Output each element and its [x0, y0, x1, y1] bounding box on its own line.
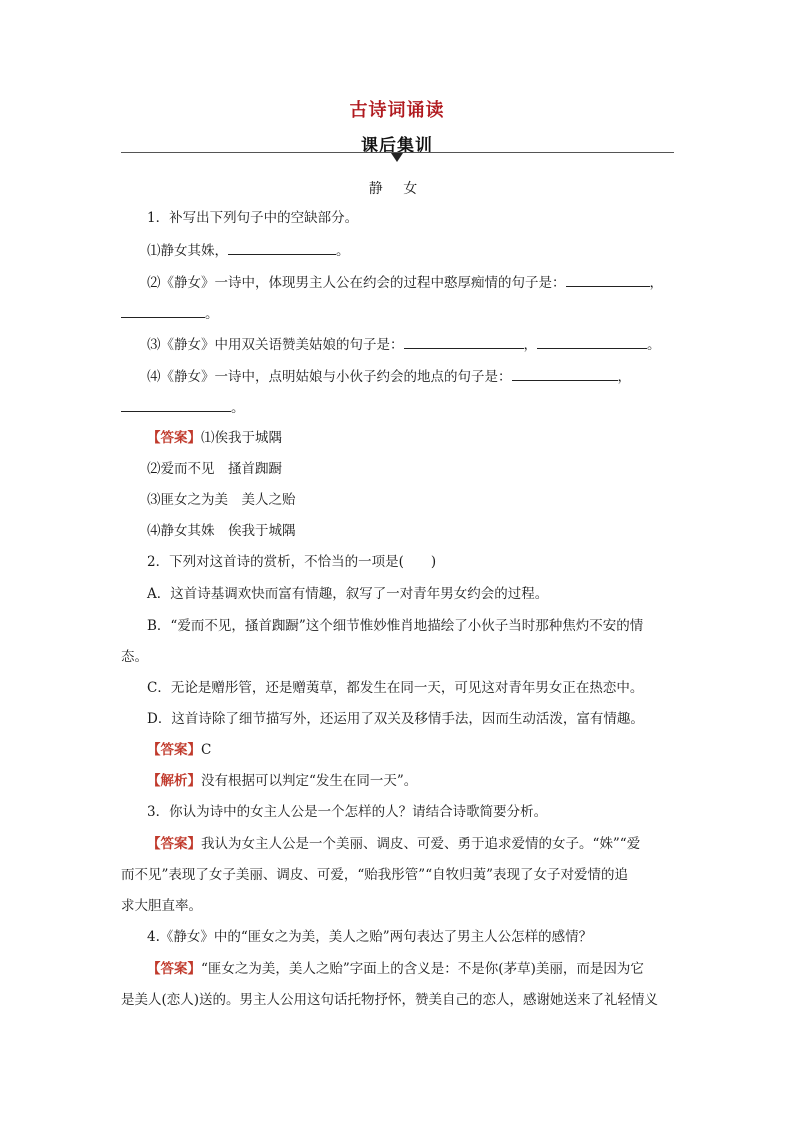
q1-sub4-cont: [121, 397, 681, 418]
q1-sub4-text: ⑷《静女》一诗中，点明姑娘与小伙子约会的地点的句子是：: [147, 369, 512, 385]
page-subtitle: 课后集训: [361, 136, 433, 156]
q3-answer-line2: 而不见”表现了女子美丽、调皮、可爱，“贻我彤管”“自牧归荑”表现了女子对爱情的追: [121, 867, 629, 883]
answer-blank[interactable]: [537, 334, 647, 349]
q4-answer: [147, 959, 681, 979]
q2-option-b-cont: 态。: [121, 649, 148, 665]
q1-sub3-end: 。: [647, 337, 661, 353]
q1-sub1: [147, 240, 681, 261]
q1-answer-2: ⑵爱而不见 搔首踟蹰: [147, 461, 282, 477]
q1-answer-4: ⑷静女其姝 俟我于城隅: [147, 523, 296, 539]
analysis-tag: 【解析】: [147, 773, 201, 789]
q1-answer: [147, 428, 681, 448]
answer-tag: 【答案】: [147, 836, 201, 852]
q1-sub4-end: 。: [231, 400, 245, 416]
answer-blank[interactable]: [512, 366, 618, 381]
q1-answer-1: ⑴俟我于城隅: [201, 430, 282, 446]
q2-option-d: D．这首诗除了细节描写外，还运用了双关及移情手法，因而生动活泼，富有情趣。: [147, 711, 644, 727]
section-title: 静 女: [368, 181, 426, 197]
answer-blank[interactable]: [404, 334, 524, 349]
q3-answer: [147, 834, 681, 854]
q2-analysis-text: 没有根据可以判定“发生在同一天”。: [201, 773, 418, 789]
answer-tag: 【答案】: [147, 961, 201, 977]
triangle-down-icon: [391, 153, 403, 162]
q3-stem: 3．你认为诗中的女主人公是一个怎样的人？请结合诗歌简要分析。: [147, 804, 548, 820]
q4-stem: 4.《静女》中的“匪女之为美，美人之贻”两句表达了男主人公怎样的感情？: [147, 929, 593, 945]
q4-answer-line2: 是美人(恋人)送的。男主人公用这句话托物抒怀，赞美自己的恋人，感谢她送来了礼轻情义: [121, 992, 659, 1008]
q1-sub2-comma: ，: [649, 275, 663, 291]
q1-sub2-text: ⑵《静女》一诗中，体现男主人公在约会的过程中憨厚痴情的句子是：: [147, 275, 566, 291]
q1-sub3-comma: ，: [523, 337, 537, 353]
answer-tag: 【答案】: [147, 430, 201, 446]
answer-blank[interactable]: [566, 272, 650, 287]
q2-option-b: B．“爱而不见，搔首踟蹰”这个细节惟妙惟肖地描绘了小伙子当时那种焦灼不安的情: [147, 618, 644, 634]
q2-option-c: C．无论是赠彤管，还是赠荑草，都发生在同一天，可见这对青年男女正在热恋中。: [147, 680, 644, 696]
answer-blank[interactable]: [121, 397, 231, 412]
q1-sub3: [147, 334, 681, 355]
answer-blank[interactable]: [228, 240, 336, 255]
q1-sub3-text: ⑶《静女》中用双关语赞美姑娘的句子是：: [147, 337, 404, 353]
q1-sub2: [147, 272, 681, 293]
q2-analysis: [147, 771, 681, 791]
answer-blank[interactable]: [121, 303, 205, 318]
page-title: 古诗词诵读: [349, 100, 445, 121]
q2-answer: [147, 740, 681, 760]
q2-stem: 2．下列对这首诗的赏析，不恰当的一项是( ): [147, 554, 437, 570]
q1-sub2-end: 。: [205, 306, 219, 322]
q1-sub4-comma: ，: [617, 369, 631, 385]
q2-answer-value: C: [201, 742, 212, 758]
q2-option-a: A．这首诗基调欢快而富有情趣，叙写了一对青年男女约会的过程。: [147, 586, 549, 602]
q1-sub1-text: ⑴静女其姝，: [147, 243, 228, 259]
q1-sub2-cont: [121, 303, 681, 324]
q1-stem: 1．补写出下列句子中的空缺部分。: [147, 210, 359, 226]
q1-sub1-end: 。: [336, 243, 350, 259]
q3-answer-line3: 求大胆直率。: [121, 898, 202, 914]
q4-answer-line1: “匪女之为美，美人之贻”字面上的含义是：不是你(茅草)美丽，而是因为它: [201, 961, 644, 977]
q1-answer-3: ⑶匪女之为美 美人之贻: [147, 492, 296, 508]
answer-tag: 【答案】: [147, 742, 201, 758]
q3-answer-line1: 我认为女主人公是一个美丽、调皮、可爱、勇于追求爱情的女子。“姝”“爱: [201, 836, 641, 852]
q1-sub4: [147, 366, 681, 387]
